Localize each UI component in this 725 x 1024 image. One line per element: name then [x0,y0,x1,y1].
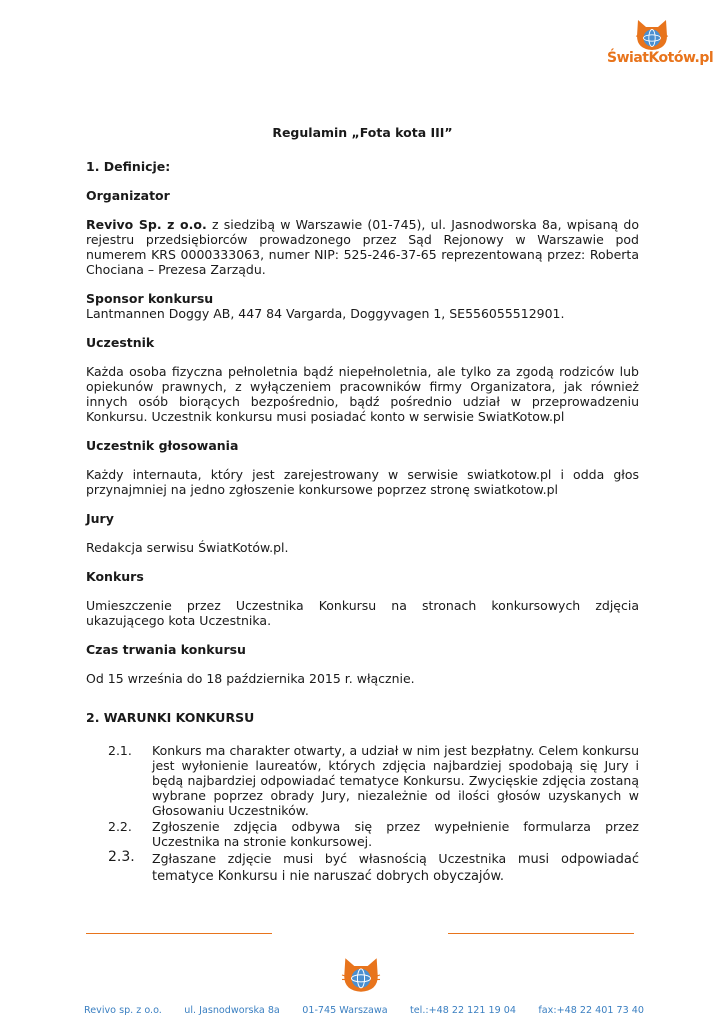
contest-heading: Konkurs [86,569,144,584]
list-item [86,819,639,849]
brand-logo [607,18,714,66]
participant-heading: Uczestnik [86,335,155,350]
list-item-text [152,850,639,885]
organizer-details: z siedzibą w Warszawie (01-745), ul. Jasnodworska 8a, wpisaną do rejestru przedsiębiorców prowadzonego przez Sąd Rejonowy w Warszawie pod numerem KRS 0000333063, numer NIP: 525-246-37-65 reprezentowaną przez: Roberta Chociana – Prezesa Zarządu. [86,217,639,277]
list-item-text: Konkurs ma charakter otwarty, a udział w nim jest bezpłatny. Celem konkursu jest wyłonienie laureatów, których zdjęcia najbardziej spodobają się Jury i będą najbardziej odpowiadać tematyce Konkursu. Zwycięskie zdjęcia zostaną wybrane poprzez obrady Jury, niezależnie od ilości głosów uzyskanych w Głosowaniu Uczestników. [152,743,639,818]
list-item-number: 2.1. [108,743,132,758]
footer-street: ul. Jasnodworska 8a [184,1005,280,1016]
organizer-heading: Organizator [86,188,170,203]
document-body [86,116,639,886]
footer-divider-right [448,933,634,934]
duration-heading: Czas trwania konkursu [86,642,246,657]
footer-fax: fax:+48 22 401 73 40 [538,1005,644,1016]
list-item-number: 2.2. [108,819,132,834]
duration-text: Od 15 września do 18 października 2015 r. włącznie. [86,671,415,686]
organizer-name: Revivo Sp. z o.o. [86,217,207,232]
section2-heading: 2. WARUNKI KONKURSU [86,710,255,725]
voter-heading: Uczestnik głosowania [86,438,239,453]
section1-heading: 1. Definicje: [86,159,171,174]
jury-text: Redakcja serwisu ŚwiatKotów.pl. [86,540,289,555]
footer-company: Revivo sp. z o.o. [84,1005,162,1016]
cat-logo-icon [634,18,670,52]
footer-contact [84,1005,644,1016]
list-item [86,850,639,885]
footer-city: 01-745 Warszawa [302,1005,388,1016]
jury-heading: Jury [86,511,114,526]
list-item-text-part-a: Zgłaszane zdjęcie musi być własnością Uczestnika [152,851,518,866]
document-title: Regulamin „Fota kota III” [272,125,453,140]
participant-text: Każda osoba fizyczna pełnoletnia bądź niepełnoletnia, ale tylko za zgodą rodziców lub opiekunów prawnych, z wyłączeniem pracowników firmy Organizatora, jak również innych osób biorących bezpośrednio, bądź pośrednio udział w przeprowadzeniu Konkursu. Uczestnik konkursu musi posiadać konto w serwisie SwiatKotow.pl [86,364,639,424]
contest-text: Umieszczenie przez Uczestnika Konkursu na stronach konkursowych zdjęcia ukazującego kota Uczestnika. [86,598,639,628]
conditions-list [86,743,639,885]
cat-footer-icon [340,956,382,994]
sponsor-heading: Sponsor konkursu [86,291,214,306]
sponsor-text: Lantmannen Doggy AB, 447 84 Vargarda, Doggyvagen 1, SE556055512901. [86,306,565,321]
list-item [86,743,639,818]
voter-text: Każdy internauta, który jest zarejestrowany w serwisie swiatkotow.pl i odda głos przynajmniej na jedno zgłoszenie konkursowe poprzez stronę swiatkotow.pl [86,467,639,497]
footer-phone: tel.:+48 22 121 19 04 [410,1005,517,1016]
organizer-text [86,217,639,277]
brand-logo-text: ŚwiatKotów.pl [607,50,714,66]
list-item-text-part-b: musi odpowiadać tematyce Konkursu i nie naruszać dobrych obyczajów. [152,852,639,884]
footer-divider-left [86,933,272,934]
list-item-text: Zgłoszenie zdjęcia odbywa się przez wypełnienie formularza przez Uczestnika na stronie konkursowej. [152,819,639,849]
list-item-number: 2.3. [108,849,135,865]
